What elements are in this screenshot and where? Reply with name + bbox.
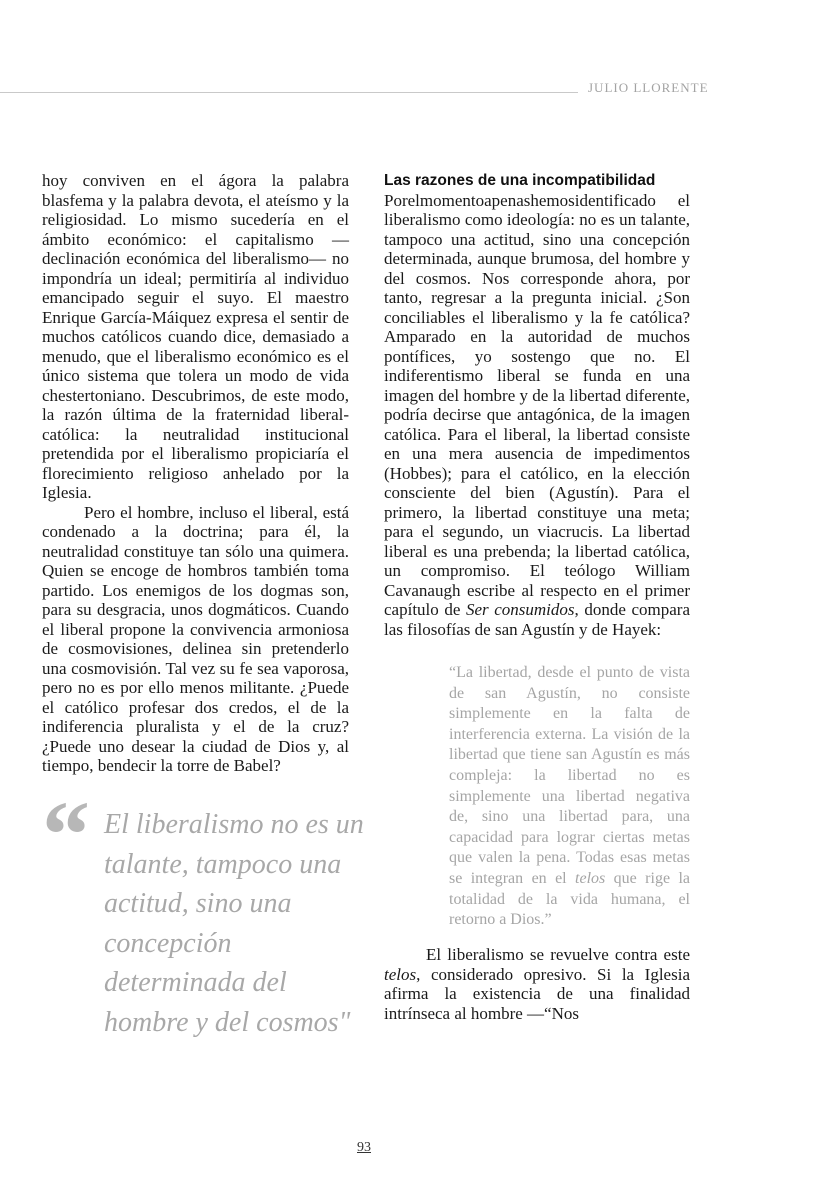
right-paragraph-1-body: el liberalismo como ideología: no es un talante, tampoco una actitud, sino una concepción determinada, aunque brumosa, del hombre y del cosmos. Nos corresponde ahora, por tanto, regresar a la pregunta inicial. ¿Son conciliables el liberalismo y la fe católica? Amparado en la autoridad de muchos pontífices, yo sostengo que no. El indiferentismo liberal se funda en una imagen del hombre y de la libertad diferente, podría decirse que antagónica, de la imagen católica. Para el liberal, la libertad consiste en una mera ausencia de impedimentos (Hobbes); para el católico, en la elección consciente del bien (Agustín). Para el primero, la libertad constituye una meta; para el segundo, un viacrucis. La libertad liberal es una prebenda; la libertad católica, un compromiso. El teólogo William Cavanaugh escribe al respecto en el primer capítulo de <box>384 190 690 619</box>
right-paragraph-2-end: , considerado opresivo. Si la Iglesia afirma la existencia de una finalidad intrínseca al hombre —“Nos <box>384 964 690 1023</box>
book-title: Ser consumidos <box>465 600 575 619</box>
right-paragraph-2-telos: telos <box>384 964 417 984</box>
right-paragraph-1-end: , donde compara las filosofías de san Agustín y de Hayek: <box>384 600 690 639</box>
quote-mark-icon: “ <box>42 781 90 888</box>
right-paragraph-2 <box>384 945 690 1023</box>
left-paragraph-2: Pero el hombre, incluso el liberal, está condenado a la doctrina; para él, la neutralidad constituye tan sólo una quimera. Quien se encoge de hombros también toma partido. Los enemigos de los dogmas son, para su desgracia, unos dogmáticos. Cuando el liberal propone la convivencia armoniosa de cosmovisiones, delinea sin pretenderlo una cosmovisión. Tal vez su fe sea vaporosa, pero no es por ello menos militante. ¿Puede el católico profesar dos credos, el de la indiferencia pluralista y el de la cruz? ¿Puede uno desear la ciudad de Dios y, al tiempo, bendecir la torre de Babel? <box>42 502 349 775</box>
section-heading: Las razones de una incompatibilidad <box>384 172 656 189</box>
running-head: JULIO LLORENTE <box>588 80 709 95</box>
pull-quote-text: El liberalismo no es un talante, tampoco una actitud, sino una concepción determinada del hombre y del cosmos" <box>104 809 364 1038</box>
left-paragraph-1: hoy conviven en el ágora la palabra blasfema y la palabra devota, el ateísmo y la religiosidad. Lo mismo sucedería en el ámbito económico: el capitalismo —declinación económica del liberalismo— no impondría un ideal; permitiría al individuo emancipado seguir el suyo. El maestro Enrique García-Máiquez expresa el sentir de muchos católicos cuando dice, demasiado a menudo, que el liberalismo económico es el único sistema que tolera un modo de vida chestertoniano. Descubrimos, de este modo, la razón última de la fraternidad liberal-católica: la neutralidad institucional pretendida por el liberalismo propiciaría el florecimiento religioso anhelado por la Iglesia. <box>42 171 349 502</box>
block-quote-body: “La libertad, desde el punto de vista de san Agustín, no consiste simplemente en la falta de interferencia externa. La visión de la libertad que tiene san Agustín es más compleja: la libertad no es simplemente una libertad negativa de, sino una libertad para, una capacidad para lograr ciertas metas que valen la pena. Todas esas metas se integran en el <box>449 664 690 887</box>
page-number: 93 <box>357 1140 371 1155</box>
right-paragraph-2-body: El liberalismo se revuelve contra este <box>426 945 690 964</box>
block-quote-end: que rige la totalidad de la vida humana, el retorno a Dios.” <box>449 869 690 929</box>
right-paragraph-1-lead: Porelmomentoapenashemosidentificado <box>384 190 656 210</box>
right-paragraph-1 <box>384 191 690 640</box>
block-quote-telos: telos <box>575 869 606 887</box>
block-quote <box>449 663 690 931</box>
left-column <box>42 171 349 776</box>
right-column <box>384 171 690 639</box>
header-rule <box>0 92 578 93</box>
block-quote-text <box>449 663 690 931</box>
right-paragraph-2-text <box>384 945 690 1023</box>
